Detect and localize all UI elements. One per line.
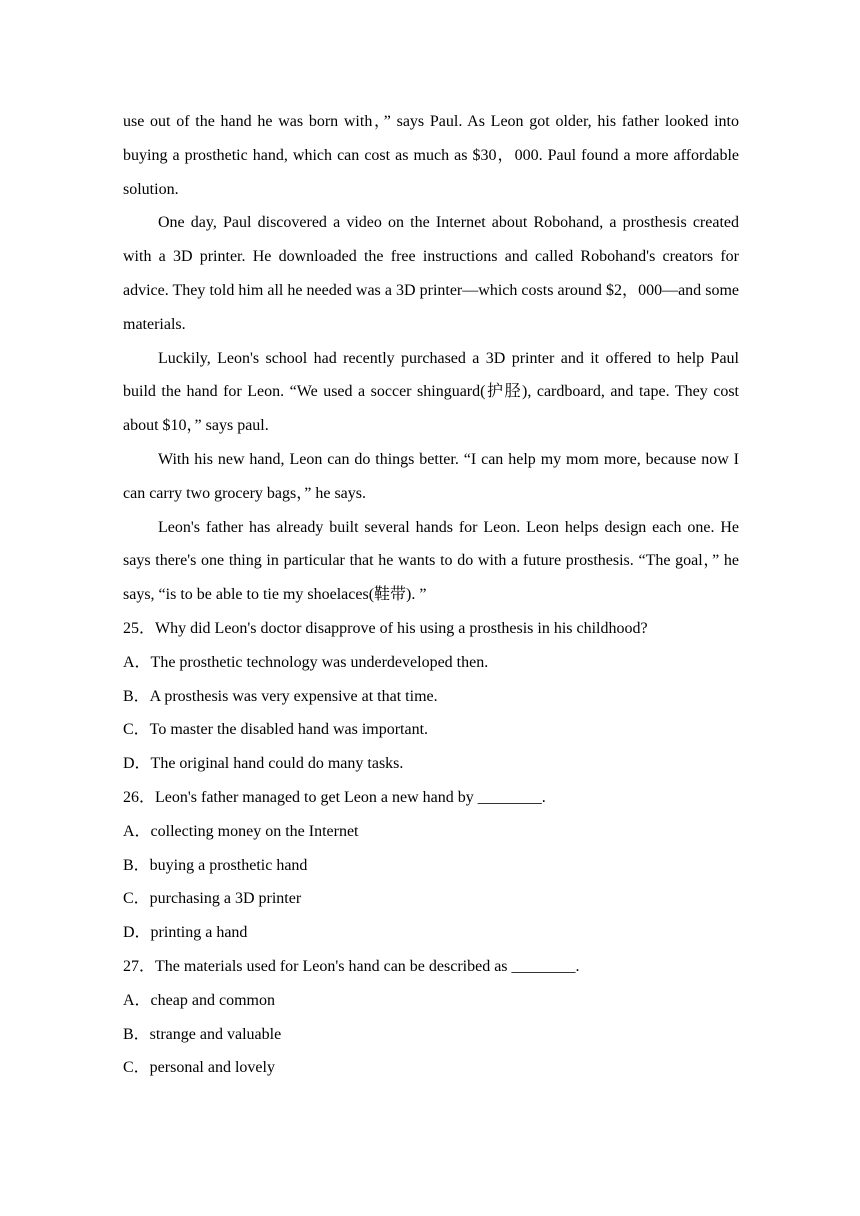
passage-paragraph: use out of the hand he was born with，” says Paul. As Leon got older, his father looked into buying a prosthetic hand, which can cost as much as $30，000. Paul found a more affordable solution.: [123, 113, 739, 198]
answer-option: A．collecting money on the Internet: [123, 822, 359, 840]
answer-option: A．The prosthetic technology was underdeveloped then.: [123, 653, 489, 671]
answer-option: C．personal and lovely: [123, 1059, 275, 1077]
answer-option: D．printing a hand: [123, 924, 248, 942]
passage-paragraph: Leon's father has already built several hands for Leon. Leon helps design each one. He says there's one thing in particular that he wants to do with a future prosthesis. “The goal，” he says, “is to be able to tie my shoelaces(鞋带). ”: [123, 518, 740, 604]
answer-option: B．strange and valuable: [123, 1025, 282, 1043]
page-content: [123, 105, 739, 1085]
question-26: [123, 781, 739, 950]
passage-paragraph: With his new hand, Leon can do things better. “I can help my mom more, because now I can carry two grocery bags，” he says.: [123, 450, 739, 502]
answer-option: B．buying a prosthetic hand: [123, 856, 308, 874]
answer-option: B．A prosthesis was very expensive at that time.: [123, 687, 438, 705]
question-stem: 25．Why did Leon's doctor disapprove of his using a prosthesis in his childhood?: [123, 619, 648, 637]
answer-option: A．cheap and common: [123, 991, 275, 1009]
answer-option: C．To master the disabled hand was important.: [123, 721, 429, 739]
answer-option: C．purchasing a 3D printer: [123, 890, 302, 908]
question-27: [123, 950, 739, 1085]
question-stem: 26．Leon's father managed to get Leon a new hand by ________.: [123, 788, 546, 806]
question-stem: 27．The materials used for Leon's hand can be described as ________.: [123, 957, 580, 975]
reading-passage: [123, 105, 739, 612]
answer-option: D．The original hand could do many tasks.: [123, 755, 404, 773]
passage-paragraph: Luckily, Leon's school had recently purchased a 3D printer and it offered to help Paul build the hand for Leon. “We used a soccer shinguard(护胫), cardboard, and tape. They cost about $10，” says paul.: [123, 349, 739, 435]
question-25: [123, 612, 739, 781]
passage-paragraph: One day, Paul discovered a video on the Internet about Robohand, a prosthesis created with a 3D printer. He downloaded the free instructions and called Robohand's creators for advice. They told him all he needed was a 3D printer—which costs around $2，000—and some materials.: [123, 214, 739, 333]
